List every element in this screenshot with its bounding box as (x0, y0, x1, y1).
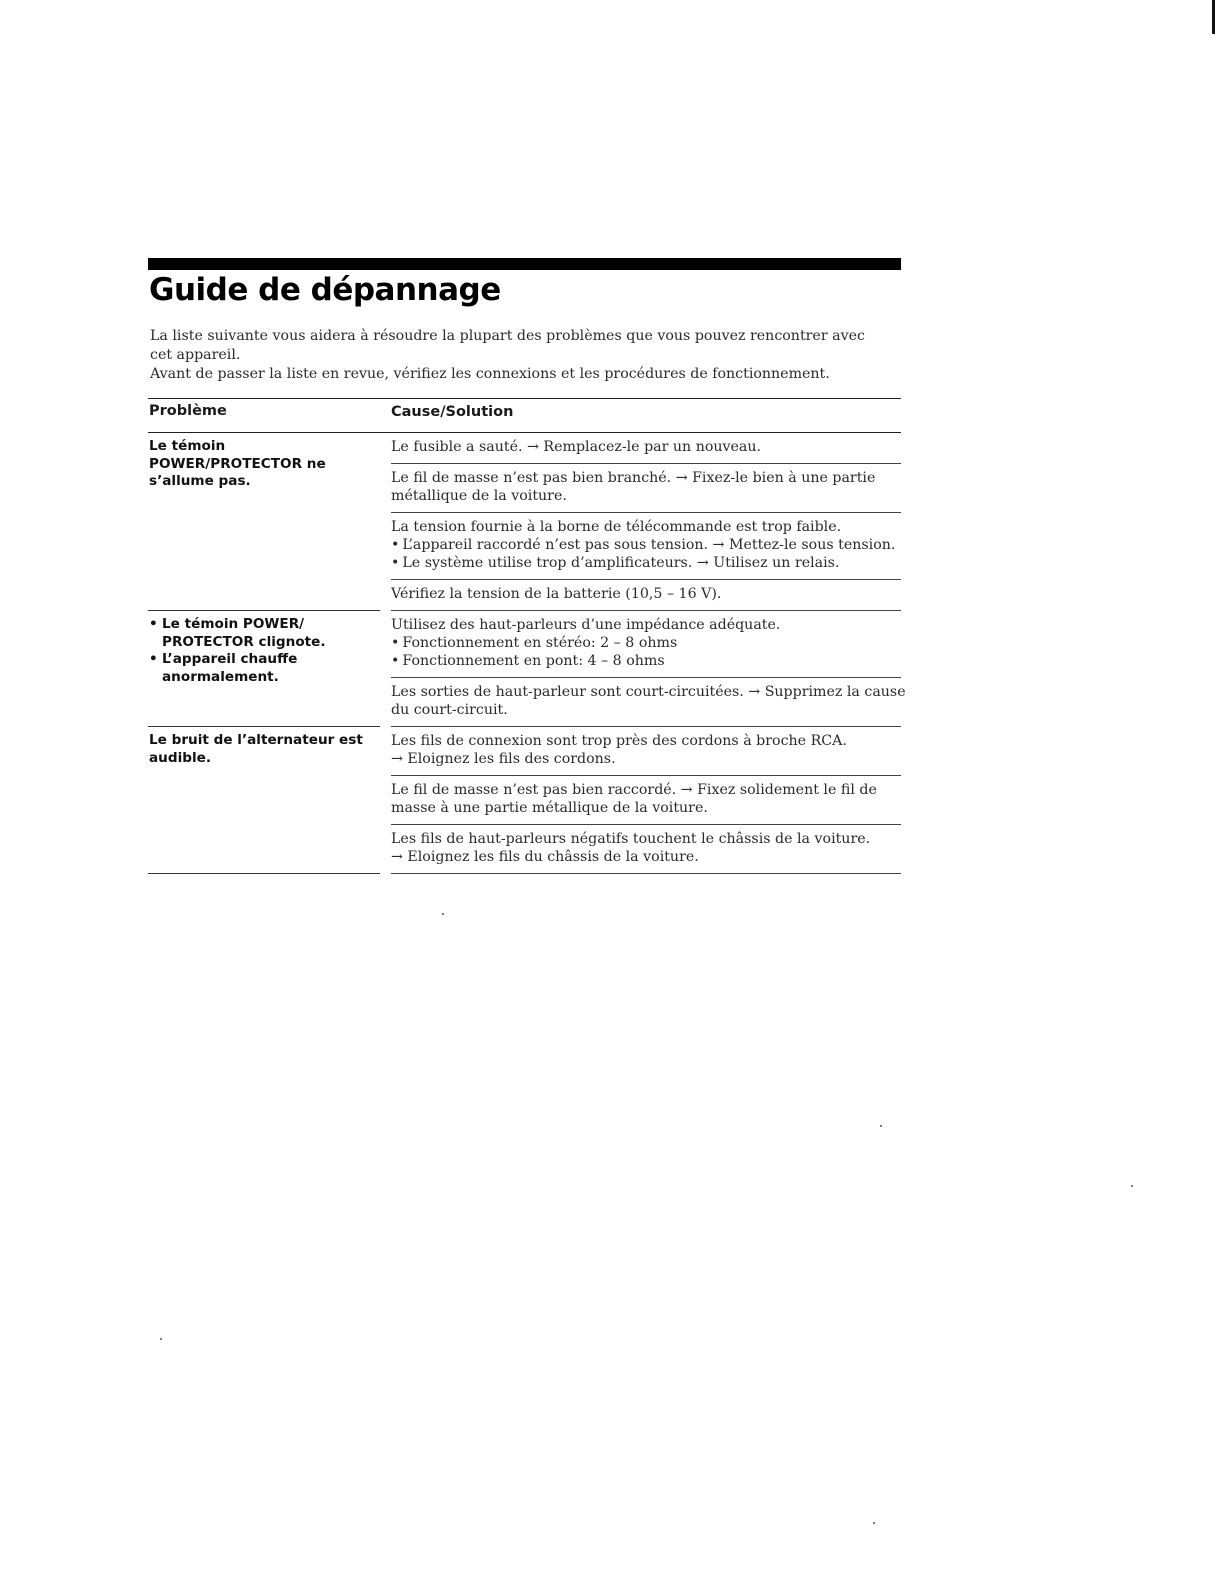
cause-item (391, 433, 901, 464)
cause-text: Les sorties de haut-parleur sont court-circuitées. → Supprimez la cause (391, 684, 906, 700)
cause-item (391, 513, 901, 580)
cause-text: Le fil de masse n’est pas bien raccordé. → Fixez solidement le fil de (391, 782, 877, 798)
problem-group-alternator (148, 727, 901, 874)
scan-speck (873, 1522, 875, 1524)
problem-bullet: • L’appareil chauffe anormalement. (149, 651, 381, 686)
cause-text: Vérifiez la tension de la batterie (10,5 – 16 V). (391, 586, 722, 602)
cause-bullet: • Fonctionnement en stéréo: 2 – 8 ohms (391, 634, 901, 652)
cause-bullet: • Le système utilise trop d’amplificateurs. → Utilisez un relais. (391, 554, 901, 572)
scan-speck (442, 913, 444, 915)
cause-bullets (391, 634, 901, 670)
scan-edge-mark (1212, 0, 1215, 34)
cause-item (391, 776, 901, 825)
problem-label: Le bruit de l’alternateur est audible. (149, 732, 363, 766)
cause-text: Les fils de connexion sont trop près des cordons à broche RCA. (391, 733, 847, 749)
problem-group-power-off (148, 433, 901, 611)
cause-item (391, 678, 906, 727)
cause-text: La tension fournie à la borne de télécommande est trop faible. (391, 519, 842, 535)
scan-speck (1131, 1185, 1133, 1187)
scan-speck (880, 1125, 882, 1127)
cause-text: Le fusible a sauté. → Remplacez-le par un nouveau. (391, 439, 762, 455)
problem-label (149, 616, 381, 686)
cause-item (391, 464, 901, 513)
troubleshooting-table (148, 398, 906, 874)
cause-list (391, 433, 901, 611)
header-cause-solution: Cause/Solution (391, 404, 514, 420)
problem-separator (148, 873, 380, 874)
cause-text: du court-circuit. (391, 702, 508, 718)
cause-text: Les fils de haut-parleurs négatifs touchent le châssis de la voiture. (391, 831, 871, 847)
problem-bullet: • Le témoin POWER/ PROTECTOR clignote. (149, 616, 381, 651)
header-problem: Problème (149, 403, 227, 419)
table-header (148, 398, 901, 433)
cause-item (391, 611, 901, 678)
cause-item (391, 727, 901, 776)
cause-text: masse à une partie métallique de la voiture. (391, 800, 708, 816)
cause-text: → Eloignez les fils du châssis de la voiture. (391, 849, 699, 865)
scan-speck (160, 1338, 162, 1340)
cause-bullet: • L’appareil raccordé n’est pas sous tension. → Mettez-le sous tension. (391, 536, 901, 554)
cause-bullet: • Fonctionnement en pont: 4 – 8 ohms (391, 652, 901, 670)
page-title: Guide de dépannage (149, 272, 501, 308)
section-rule (148, 258, 901, 270)
cause-text: → Eloignez les fils des cordons. (391, 751, 616, 767)
cause-item (391, 580, 901, 611)
intro-text (150, 327, 890, 384)
intro-line-1: La liste suivante vous aidera à résoudre la plupart des problèmes que vous pouvez rencontrer avec cet appareil. (150, 328, 865, 363)
cause-text: Le fil de masse n’est pas bien branché. → Fixez-le bien à une partie (391, 470, 876, 486)
cause-bullets (391, 536, 901, 572)
problem-label: Le témoin POWER/PROTECTOR ne s’allume pas. (149, 438, 326, 489)
problem-group-protector (148, 611, 906, 727)
cause-text: Utilisez des haut-parleurs d’une impédance adéquate. (391, 617, 781, 633)
cause-item (391, 825, 901, 874)
cause-list (391, 727, 901, 874)
intro-line-2: Avant de passer la liste en revue, vérifiez les connexions et les procédures de fonctionnement. (150, 366, 830, 382)
cause-list (391, 611, 906, 727)
cause-text: métallique de la voiture. (391, 488, 567, 504)
